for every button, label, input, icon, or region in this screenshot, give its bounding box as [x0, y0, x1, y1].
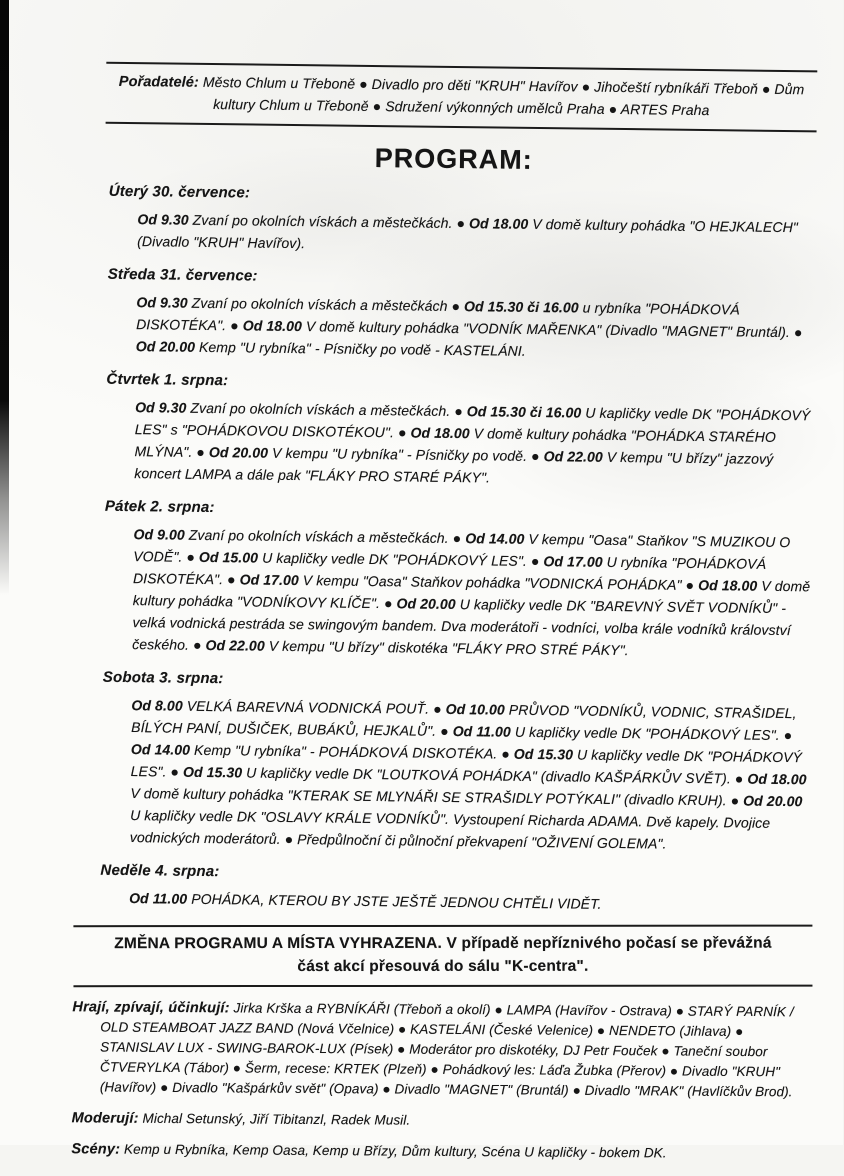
program-days	[102, 181, 818, 918]
organizers-text: Město Chlum u Třeboně ● Divadlo pro děti "KRUH" Havířov ● Jihočeští rybníkáři Třeboň ● Dům kultury Chlum u Třeboně ● Sdružení výkonných umělců Praha ● ARTES Praha	[198, 73, 805, 119]
credit-text: Michal Setunský, Jiří Tibitanzl, Radek Musil.	[138, 1110, 411, 1128]
credit-text: Kemp u Rybníka, Kemp Oasa, Kemp u Břízy, Dům kultury, Scéna U kapličky - bokem DK.	[120, 1141, 667, 1161]
credit-label: Scény:	[71, 1141, 121, 1158]
day-section-0	[110, 181, 818, 261]
notice-line-1: ZMĚNA PROGRAMU A MÍSTA VYHRAZENA. V případě nepříznivého počasí se převážná	[114, 934, 772, 953]
day-heading: Čtvrtek 1. srpna:	[106, 370, 229, 390]
credits-block	[71, 997, 809, 1164]
day-heading: Neděle 4. srpna:	[100, 861, 220, 881]
organizers-line	[117, 71, 805, 122]
day-events: Od 9.30 Zvaní po okolních vískách a městečkách. ● Od 18.00 V domě kultury pohádka "O HEJKALECH" (Divadlo "KRUH" Havířov).	[137, 211, 799, 252]
notice-box	[73, 925, 812, 988]
credit-text: Jirka Krška a RYBNÍKÁŘI (Třeboň a okolí) ● LAMPA (Havířov - Ostrava) ● STARÝ PARNÍK / OLD STEAMBOAT JAZZ BAND (Nová Včelnice) ● KASTELÁNI (České Velenice) ● NENDETO (Jihlava) ● STANISLAV LUX - SWING-BAROK-LUX (Písek) ● Moderátor pro diskotéky, DJ Petr Fouček ● Taneční soubor ČTVERYLKA (Tábor) ● Šerm, recese: KRTEK (Plzeň) ● Pohádkový les: Láďa Žubka (Přerov) ● Divadlo "KRUH" (Havířov) ● Divadlo "Kašpárkův svět" (Opava) ● Divadlo "MAGNET" (Bruntál) ● Divadlo "MRAK" (Havlíčkův Brod).	[99, 1000, 794, 1100]
credit-item-0	[72, 997, 810, 1102]
day-section-1	[109, 264, 817, 366]
day-section-5	[102, 860, 810, 918]
notice-line-2: část akcí přesouvá do sálu "K-centra".	[297, 957, 589, 976]
program-title: PROGRAM:	[374, 142, 533, 175]
day-events: Od 9.30 Zvaní po okolních vískách a městečkách. ● Od 15.30 či 16.00 U kapličky vedle DK "POHÁDKOVÝ LES" s "POHÁDKOVOU DISKOTÉKOU". ● Od 18.00 V domě kultury pohádka "POHÁDKA STARÉHO MLÝNA". ● Od 20.00 V kempu "U rybníka" - Písničky po vodě. ● Od 22.00 V kempu "U břízy" jazzový koncert LAMPA a dále pak "FLÁKY PRO STARÉ PÁKY".	[134, 399, 811, 486]
day-events: Od 9.30 Zvaní po okolních vískách a městečkách ● Od 15.30 či 16.00 u rybníka "POHÁDKOVÁ DISKOTÉKA". ● Od 18.00 V domě kultury pohádka "VODNÍK MAŘENKA" (Divadlo "MAGNET" Bruntál). ● Od 20.00 Kemp "U rybníka" - Písničky po vodě - KASTELÁNI.	[135, 294, 803, 359]
credit-label: Hrají, zpívají, účinkují:	[72, 999, 230, 1017]
day-heading: Sobota 3. srpna:	[102, 668, 224, 688]
day-events: Od 9.00 Zvaní po okolních vískách a městečkách. ● Od 14.00 V kempu "Oasa" Staňkov "S MUZIKOU O VODĚ". ● Od 15.00 U kapličky vedle DK "POHÁDKOVÝ LES". ● Od 17.00 U rybníka "POHÁDKOVÁ DISKOTÉKA". ● Od 17.00 V kempu "Oasa" Staňkov pohádka "VODNICKÁ POHÁDKA" ● Od 18.00 V domě kultury pohádka "VODNÍKOVY KLÍČE". ● Od 20.00 U kapličky vedle DK "BAREVNÝ SVĚT VODNÍKŮ" - velká vodnická pestráda se swingovým bandem. Dva moderátoři - vodníci, volba krále vodníků království českého. ● Od 22.00 V kempu "U břízy" diskotéka "FLÁKY PRO STRÉ PÁKY".	[132, 526, 811, 659]
day-section-2	[107, 369, 815, 493]
day-events: Od 8.00 VELKÁ BAREVNÁ VODNICKÁ POUŤ. ● Od 10.00 PRŮVOD "VODNÍKŮ, VODNIC, STRAŠIDEL, BÍLÝCH PANÍ, DUŠIČEK, BUBÁKŮ, HEJKALŮ". ● Od 11.00 U kapličky vedle DK "POHÁDKOVÝ LES". ● Od 14.00 Kemp "U rybníka" - POHÁDKOVÁ DISKOTÉKA. ● Od 15.30 U kapličky vedle DK "POHÁDKOVÝ LES". ● Od 15.30 U kapličky vedle DK "LOUTKOVÁ POHÁDKA" (divadlo KAŠPÁRKŮV SVĚT). ● Od 18.00 V domě kultury pohádka "KTERAK SE MLYNÁŘI SE STRAŠIDLY POTÝKALI" (divadlo KRUH). ● Od 20.00 U kapličky vedle DK "OSLAVY KRÁLE VODNÍKŮ". Vystoupení Richarda ADAMA. Dvě kapely. Dvojice vodnických moderátorů. ● Předpůlnoční či půlnoční překvapení "OŽIVENÍ GOLEMA".	[129, 697, 807, 852]
day-heading: Pátek 2. srpna:	[104, 497, 215, 517]
day-section-3	[105, 496, 814, 664]
day-events: Od 11.00 POHÁDKA, KTEROU BY JSTE JEŠTĚ JEDNOU CHTĚLI VIDĚT.	[129, 890, 602, 912]
organizers-label: Pořadatelé:	[118, 73, 200, 91]
credit-item-2	[71, 1139, 808, 1164]
day-heading: Úterý 30. července:	[108, 182, 251, 202]
credit-label: Moderují:	[71, 1110, 139, 1127]
day-section-4	[103, 667, 812, 857]
organizers-block	[106, 62, 818, 133]
day-heading: Středa 31. července:	[107, 265, 258, 285]
credit-item-1	[72, 1108, 809, 1133]
